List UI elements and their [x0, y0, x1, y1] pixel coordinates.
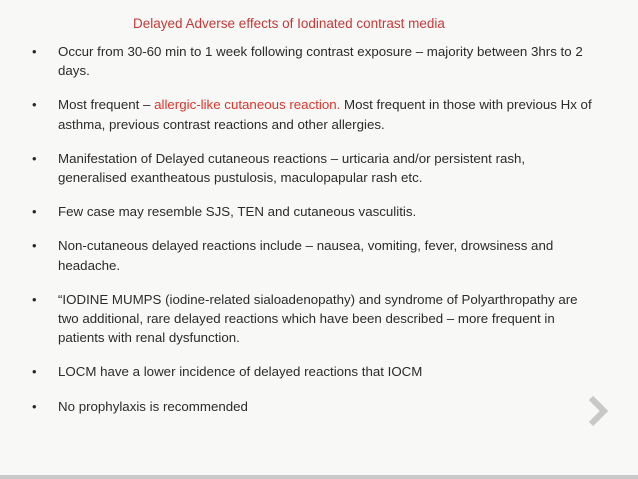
bullet-text: No prophylaxis is recommended [58, 398, 248, 414]
bullet-item [32, 149, 592, 187]
bullet-item [32, 362, 592, 381]
bullet-dot: • [32, 364, 37, 380]
bullet-item [32, 202, 592, 221]
bullet-dot: • [32, 204, 37, 220]
bullet-text-pre: Most frequent – [58, 97, 155, 113]
slide-title: Delayed Adverse effects of Iodinated contrast media [133, 16, 445, 31]
bullet-dot: • [32, 150, 37, 166]
bullet-text: Manifestation of Delayed cutaneous reactions – urticaria and/or persistent rash, generalised exantheatous pustulosis, maculopapular rash etc. [58, 150, 526, 186]
bullet-text: “IODINE MUMPS (iodine-related sialoadenopathy) and syndrome of Polyarthropathy are two additional, rare delayed reactions which have been described – more frequent in patients with renal dysfunction. [58, 291, 578, 346]
bullet-item [32, 290, 592, 348]
bullet-text [58, 97, 592, 131]
bullet-dot: • [32, 238, 37, 254]
bullet-text: Non-cutaneous delayed reactions include – nausea, vomiting, fever, drowsiness and headache. [58, 238, 554, 273]
chevron-right-icon [585, 395, 611, 427]
bullet-item [32, 95, 592, 133]
bullet-dot: • [32, 398, 37, 414]
bullet-dot: • [32, 291, 37, 307]
bullet-text-post: Most frequent in those with previous Hx of asthma, previous contrast reactions and other allergies. [58, 97, 592, 132]
next-slide-button[interactable] [585, 395, 611, 427]
bullet-text: LOCM have a lower incidence of delayed reactions that IOCM [58, 364, 423, 380]
bullet-dot: • [32, 44, 37, 59]
bullet-list [32, 42, 592, 431]
highlighted-text: allergic-like cutaneous reaction. [154, 97, 341, 113]
bullet-dot: • [32, 97, 37, 113]
bullet-item [32, 42, 592, 80]
bullet-text: Few case may resemble SJS, TEN and cutaneous vasculitis. [58, 204, 417, 220]
bottom-bar [0, 475, 638, 479]
bullet-item [32, 397, 592, 416]
bullet-text: Occur from 30-60 min to 1 week following contrast exposure – majority between 3hrs to 2 days. [58, 44, 583, 79]
bullet-item [32, 236, 592, 274]
